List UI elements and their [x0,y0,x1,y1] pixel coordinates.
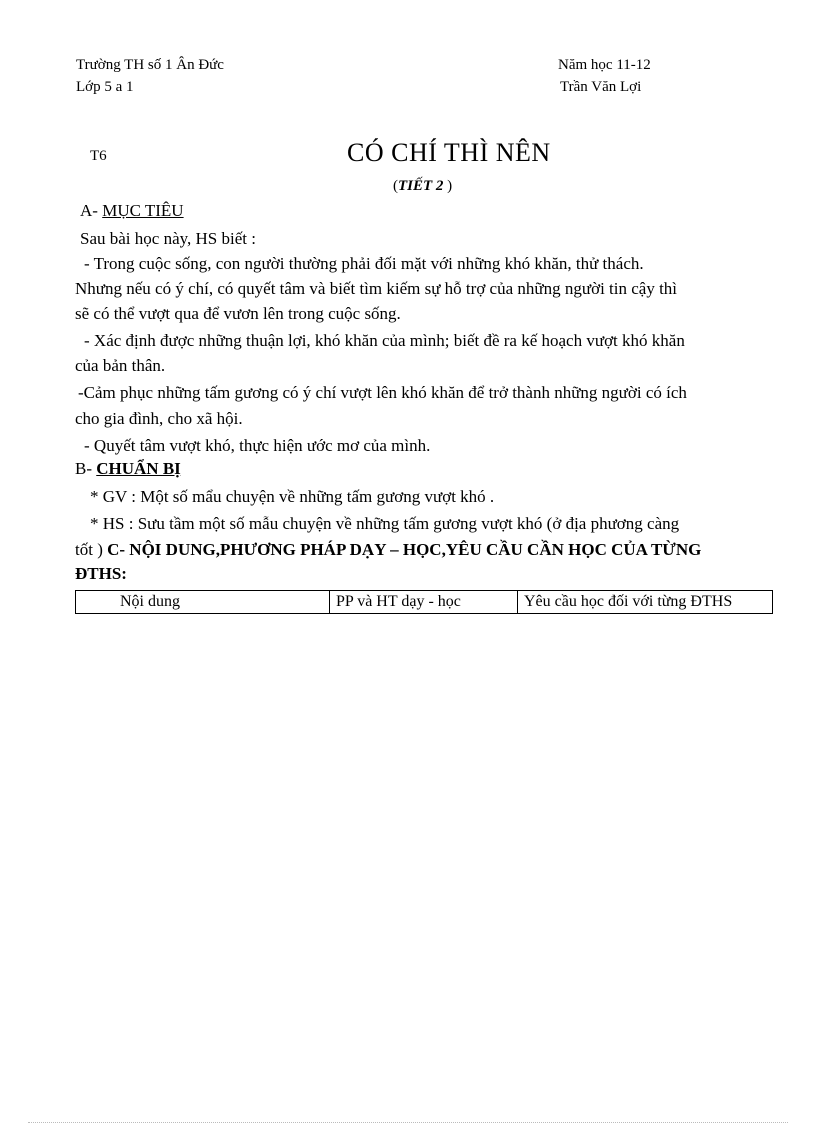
column-requirements: Yêu cầu học đối với từng ĐTHS [518,591,773,614]
objective-line: sẽ có thể vượt qua để vươn lên trong cuộc sống. [75,304,401,323]
school-name: Trường TH số 1 Ân Đức [76,57,224,73]
section-b-heading: B- CHUẨN BỊ [75,459,181,478]
prep-teacher: * GV : Một số mẩu chuyện về những tấm gương vượt khó . [90,487,495,506]
class-name: Lớp 5 a 1 [76,79,134,95]
lesson-subtitle: (TIẾT 2 ) [393,178,453,194]
column-methods: PP và HT dạy - học [330,591,518,614]
section-c-heading: C- NỘI DUNG,PHƯƠNG PHÁP DẠY – HỌC,YÊU CẦU CẦN HỌC CỦA TỪNG [107,540,702,559]
lesson-code: T6 [90,148,107,164]
objective-line: Sau bài học này, HS biết : [80,229,256,248]
lesson-title: CÓ CHÍ THÌ NÊN [347,138,551,167]
objective-line: -Cảm phục những tấm gương có ý chí vượt lên khó khăn để trở thành những người có ích [78,383,687,402]
section-c-heading-cont: ĐTHS: [75,564,127,583]
objective-line: - Trong cuộc sống, con người thường phải đối mặt với những khó khăn, thử thách. [84,254,644,273]
column-content: Nội dung [76,591,330,614]
lesson-period: TIẾT 2 [398,178,444,194]
objective-line: Nhưng nếu có ý chí, có quyết tâm và biết tìm kiếm sự hỗ trợ của những người tin cậy thì [75,279,678,298]
section-a-heading: A- MỤC TIÊU [80,201,184,220]
lesson-plan-table [75,590,773,614]
teacher-name: Trần Văn Lợi [560,79,642,95]
objective-line: - Quyết tâm vượt khó, thực hiện ước mơ của mình. [84,436,431,455]
objective-line: - Xác định được những thuận lợi, khó khăn của mình; biết đề ra kế hoạch vượt khó khăn [84,331,685,350]
table-header-row [76,591,773,614]
objective-line: cho gia đình, cho xã hội. [75,409,243,428]
school-year: Năm học 11-12 [558,57,651,73]
section-c-heading-row: tốt ) C- NỘI DUNG,PHƯƠNG PHÁP DẠY – HỌC,YÊU CẦU CẦN HỌC CỦA TỪNG [75,540,702,559]
prep-students: * HS : Sưu tầm một số mẫu chuyện về những tấm gương vượt khó (ở địa phương càng [90,514,680,533]
objective-line: của bản thân. [75,356,166,375]
